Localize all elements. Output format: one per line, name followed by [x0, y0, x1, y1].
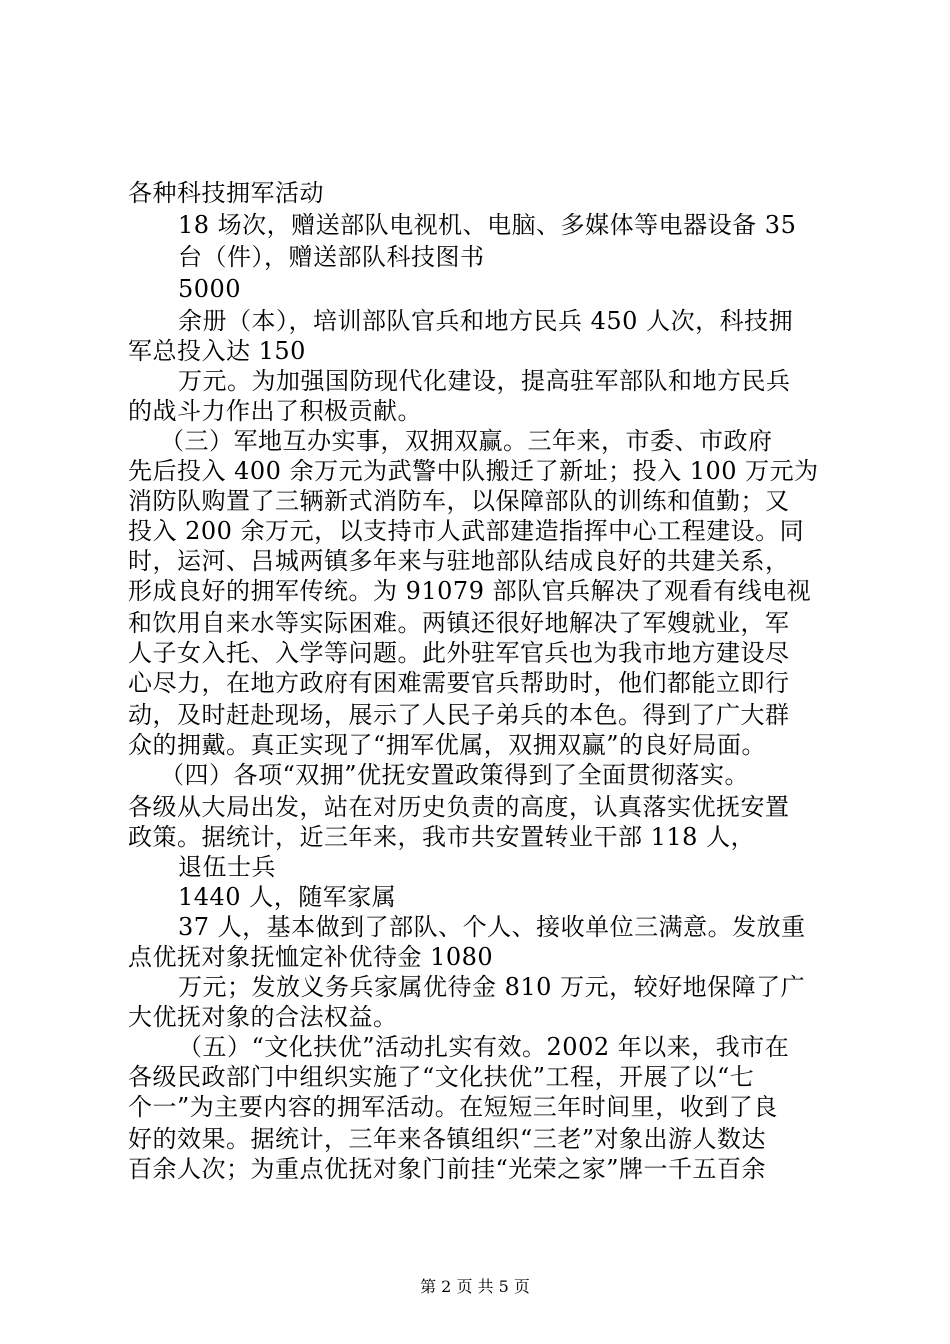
text-line: 百余人次；为重点优抚对象门前挂“光荣之家”牌一千五百余 — [128, 1155, 767, 1183]
page-number: 第 2 页 共 5 页 — [420, 1277, 530, 1296]
text-line: 消防队购置了三辆新式消防车，以保障部队的训练和值勤；又 — [128, 487, 790, 515]
text-line: 投入 200 余万元，以支持市人武部建造指挥中心工程建设。同 — [128, 517, 805, 545]
text-line: 军总投入达 150 — [128, 337, 306, 365]
text-line: 各级从大局出发，站在对历史负责的高度，认真落实优抚安置 — [128, 793, 790, 821]
text-line: 各级民政部门中组织实施了“文化扶优”工程，开展了以“七 — [128, 1063, 755, 1091]
text-line: （三）军地互办实事，双拥双赢。三年来，市委、市政府 — [160, 427, 773, 455]
text-line: 37 人，基本做到了部队、个人、接收单位三满意。发放重 — [178, 913, 806, 941]
text-line: 心尽力，在地方政府有困难需要官兵帮助时，他们都能立即行 — [128, 669, 790, 697]
text-line: 动，及时赶赴现场，展示了人民子弟兵的本色。得到了广大群 — [128, 701, 790, 729]
text-line: 政策。据统计，近三年来，我市共安置转业干部 118 人， — [128, 823, 756, 851]
text-line: （四）各项“双拥”优抚安置政策得到了全面贯彻落实。 — [160, 761, 750, 789]
text-line: 众的拥戴。真正实现了“拥军优属，双拥双赢”的良好局面。 — [128, 731, 767, 759]
text-line: 先后投入 400 余万元为武警中队搬迁了新址；投入 100 万元为 — [128, 457, 819, 485]
text-line: 好的效果。据统计，三年来各镇组织“三老”对象出游人数达 — [128, 1125, 767, 1153]
text-line: 万元；发放义务兵家属优待金 810 万元，较好地保障了广 — [178, 973, 806, 1001]
text-line: 5000 — [178, 275, 242, 303]
text-line: 的战斗力作出了积极贡献。 — [128, 397, 422, 425]
text-line: 时，运河、吕城两镇多年来与驻地部队结成良好的共建关系， — [128, 547, 790, 575]
text-line: 余册（本），培训部队官兵和地方民兵 450 人次，科技拥 — [178, 307, 794, 335]
text-line: （五）“文化扶优”活动扎实有效。2002 年以来，我市在 — [178, 1033, 790, 1061]
text-line: 点优抚对象抚恤定补优待金 1080 — [128, 943, 494, 971]
text-line: 人子女入托、入学等问题。此外驻军官兵也为我市地方建设尽 — [128, 639, 790, 667]
text-line: 18 场次，赠送部队电视机、电脑、多媒体等电器设备 35 — [178, 211, 797, 239]
text-line: 和饮用自来水等实际困难。两镇还很好地解决了军嫂就业，军 — [128, 609, 790, 637]
text-line: 大优抚对象的合法权益。 — [128, 1003, 398, 1031]
text-line: 退伍士兵 — [178, 853, 276, 881]
text-line: 台（件），赠送部队科技图书 — [178, 243, 485, 271]
text-line: 1440 人，随军家属 — [178, 883, 397, 911]
text-line: 形成良好的拥军传统。为 91079 部队官兵解决了观看有线电视 — [128, 577, 812, 605]
text-line: 万元。为加强国防现代化建设，提高驻军部队和地方民兵 — [178, 367, 791, 395]
text-line: 各种科技拥军活动 — [128, 179, 324, 207]
text-line: 个一”为主要内容的拥军活动。在短短三年时间里，收到了良 — [128, 1093, 778, 1121]
